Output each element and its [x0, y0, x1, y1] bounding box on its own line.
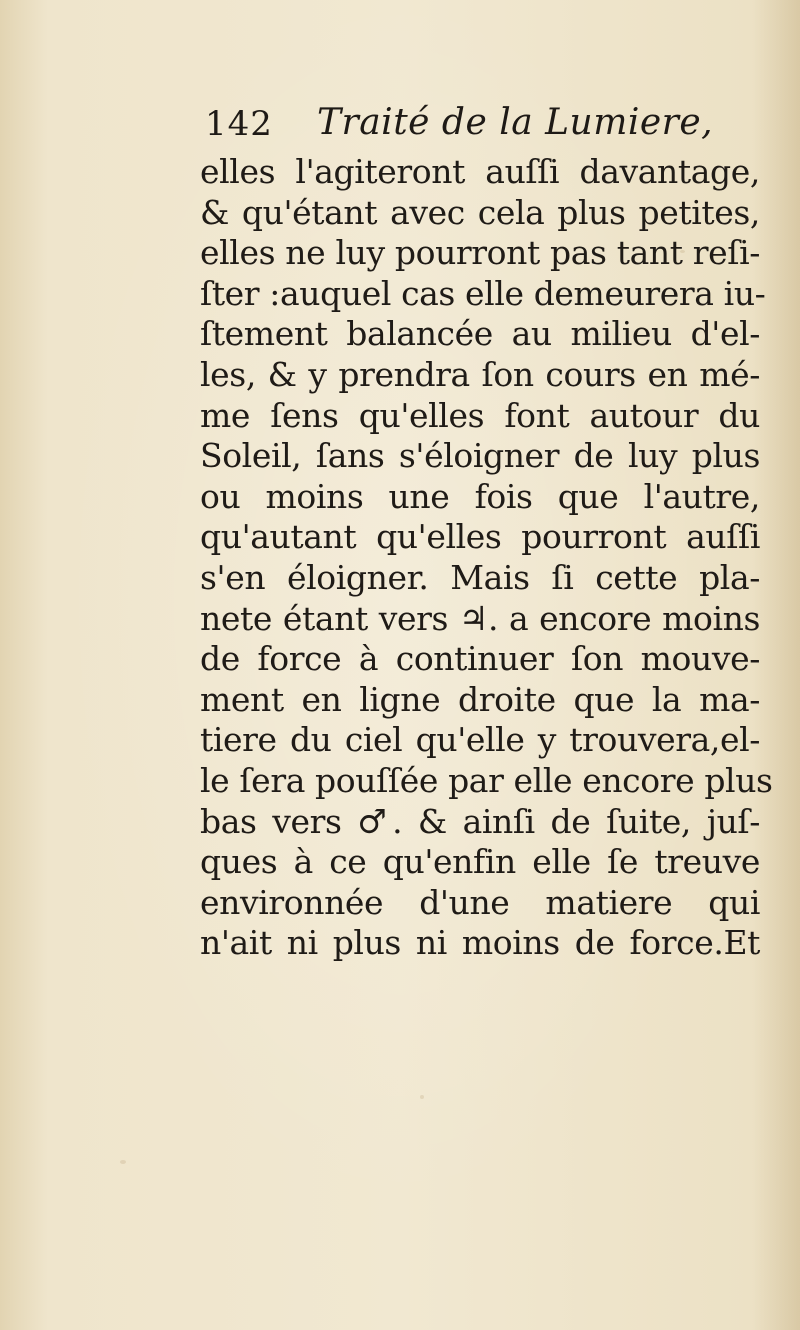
text-line: environnée d'une matiere qui [200, 882, 760, 922]
text-line: qu'autant qu'elles pourront auſſi [200, 517, 760, 557]
text-line: ques à ce qu'enfin elle ſe treuve [200, 842, 760, 882]
paper-spot [420, 1095, 424, 1099]
text-line: ment en ligne droite que la ma- [200, 679, 760, 719]
text-line: ſter :auquel cas elle demeurera iu- [200, 273, 766, 313]
text-line: & qu'étant avec cela plus petites, [200, 192, 760, 232]
text-line: le ſera pouſſée par elle encore plus [200, 760, 773, 800]
text-line: de force à continuer ſon mouve- [200, 639, 760, 679]
running-title: Traité de la Lumiere, [317, 102, 714, 143]
text-line: me ſens qu'elles font autour du [200, 395, 760, 435]
text-line: ou moins une fois que l'autre, [200, 476, 760, 516]
body-text [200, 152, 773, 964]
text-line: elles l'agiteront auſſi davantage, [200, 152, 760, 191]
text-line: ſtement balancée au milieu d'el- [200, 314, 760, 354]
text-line: elles ne luy pourront pas tant reſi- [200, 233, 760, 273]
text-line: s'en éloigner. Mais ſi cette pla- [200, 557, 760, 597]
text-line: tiere du ciel qu'elle y trouvera,el- [200, 720, 760, 760]
text-line: les, & y prendra ſon cours en mé- [200, 354, 760, 394]
text-line: Soleil, ſans s'éloigner de luy plus [200, 436, 760, 476]
page-header [205, 100, 745, 156]
page-number: 142 [205, 104, 273, 144]
text-line: nete étant vers ♃. a encore moins [200, 598, 760, 638]
text-line: n'ait ni plus ni moins de force.Et [200, 923, 760, 963]
paper-spot [120, 1160, 126, 1164]
text-line: bas vers ♂. & ainſi de ſuite, juſ- [200, 801, 760, 841]
